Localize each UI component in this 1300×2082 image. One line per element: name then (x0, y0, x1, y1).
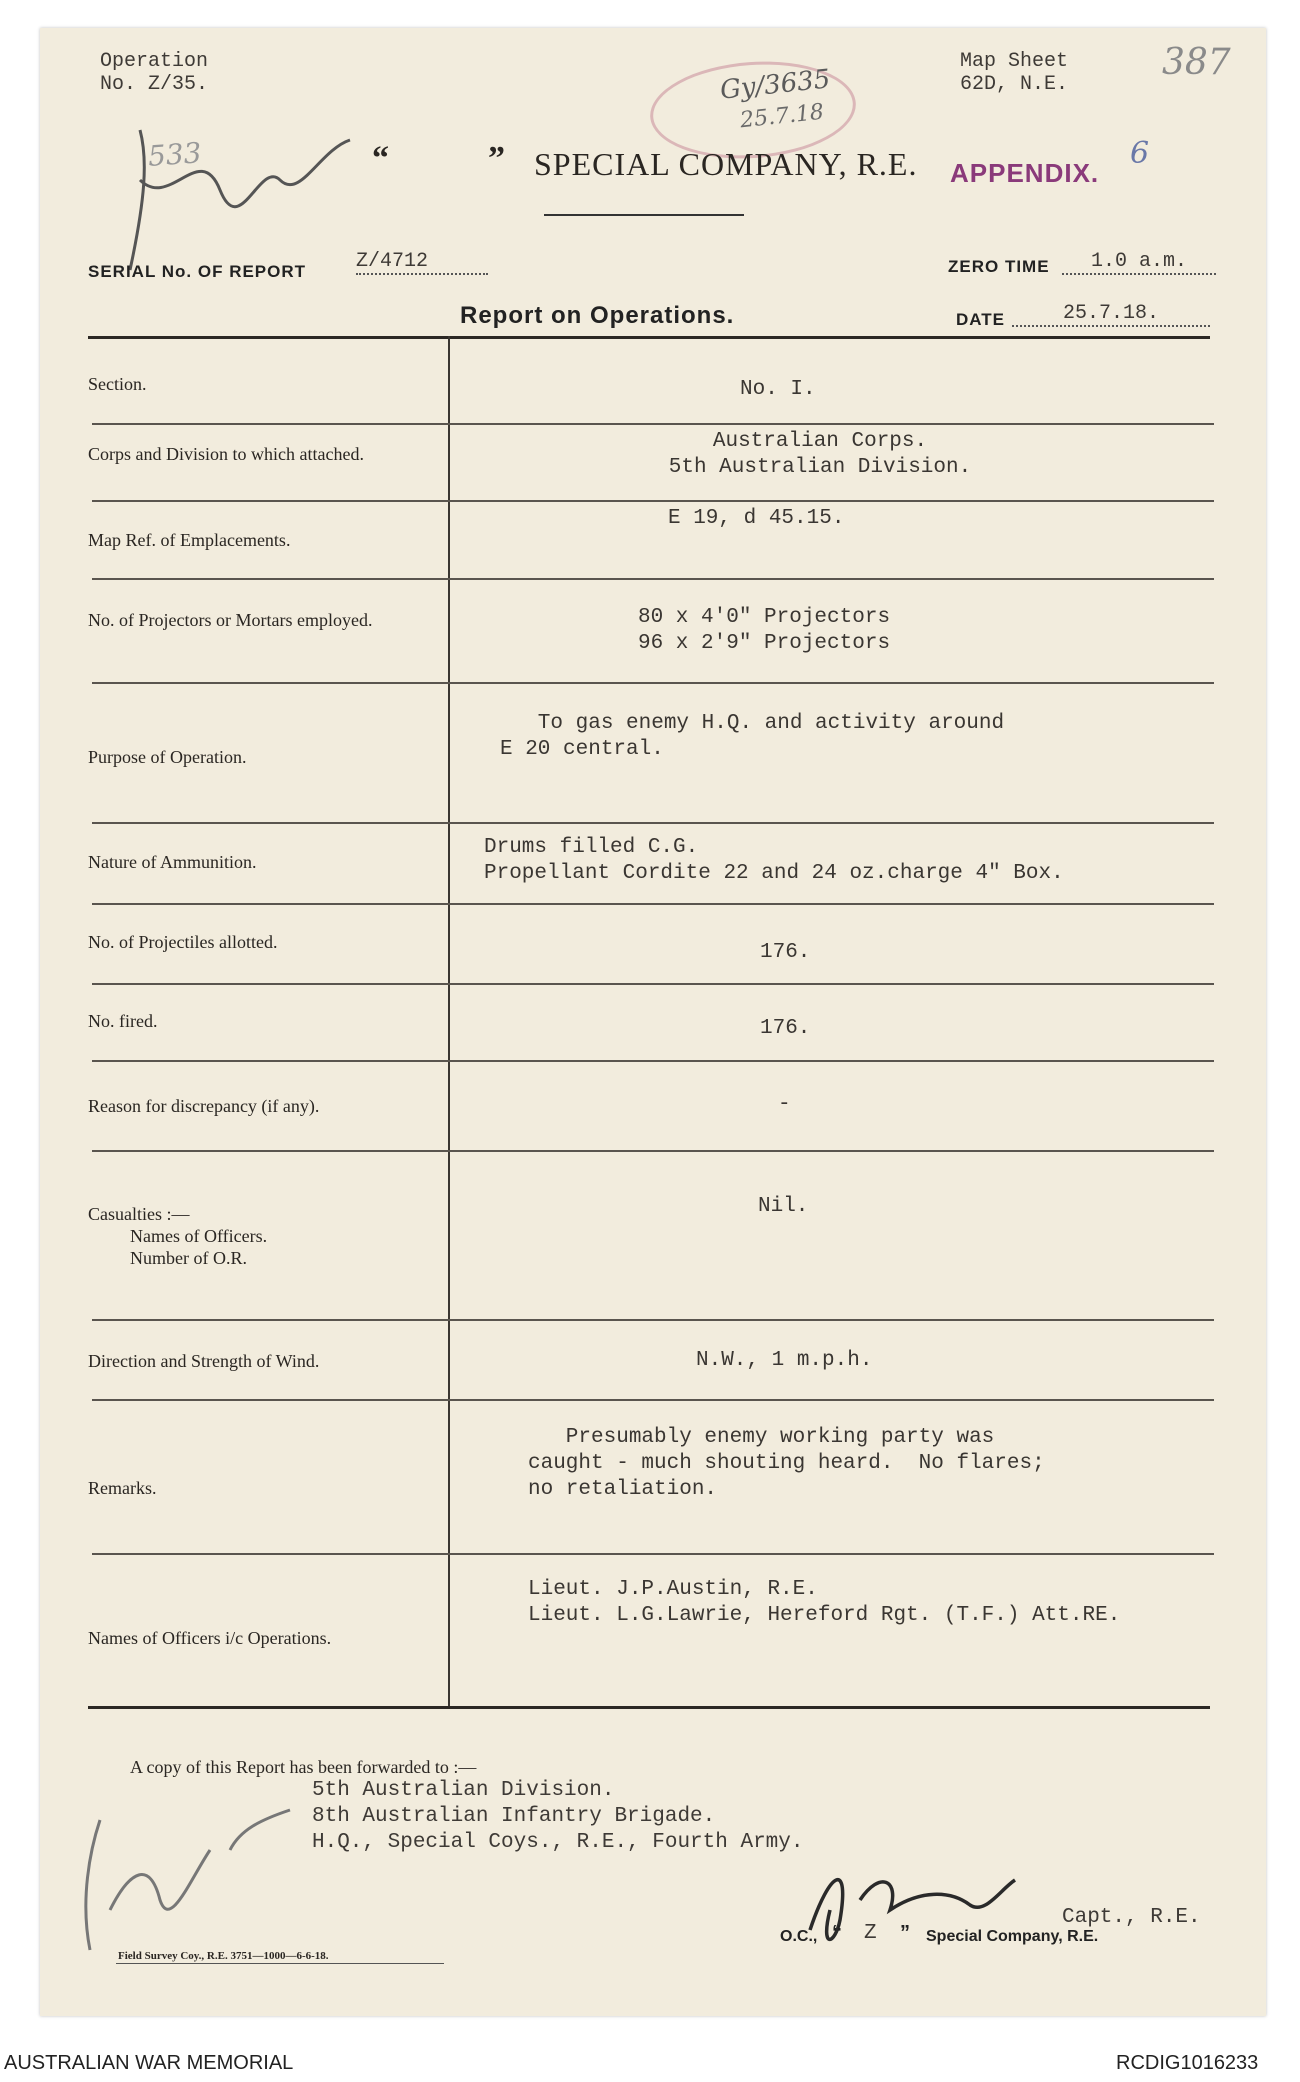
value-corps-division: Australian Corps. 5th Australian Division. (668, 430, 972, 479)
operation-label: Operation (100, 50, 209, 73)
oc-company: Special Company, R.E. (926, 1928, 1099, 1945)
row-rule (92, 903, 1214, 905)
report-title: Report on Operations. (460, 302, 735, 329)
value-ammunition: Drums filled C.G. Propellant Cordite 22 and 24 oz.charge 4" Box. (484, 836, 1064, 885)
officer-rank: Capt., R.E. (1062, 1906, 1201, 1929)
label-casualties (88, 1203, 438, 1269)
label-projectors: No. of Projectors or Mortars employed. (88, 610, 373, 630)
label-wind: Direction and Strength of Wind. (88, 1351, 320, 1371)
signature-scribble (110, 120, 360, 280)
recipient-item: H.Q., Special Coys., R.E., Fourth Army. (312, 1831, 804, 1854)
label-officers: Names of Officers i/c Operations. (88, 1628, 332, 1648)
caption-right: RCDIG1016233 (1116, 2052, 1259, 2074)
recipient-item: 8th Australian Infantry Brigade. (312, 1805, 716, 1828)
value-map-ref: E 19, d 45.15. (668, 507, 845, 530)
value-projectors: 80 x 4'0" Projectors 96 x 2'9" Projectors (638, 606, 891, 655)
casualties-or: Number of O.R. (130, 1248, 247, 1268)
map-sheet-label: Map Sheet (960, 50, 1069, 73)
date-label: DATE (956, 310, 1006, 329)
printer-rule (116, 1963, 444, 1964)
printer-imprint: Field Survey Coy., R.E. 3751—1000—6-6-18. (118, 1950, 329, 1962)
label-ammunition: Nature of Ammunition. (88, 852, 257, 872)
row-rule (92, 1553, 1214, 1555)
value-officers: Lieut. J.P.Austin, R.E. Lieut. L.G.Lawrie, Hereford Rgt. (T.F.) Att.RE. (528, 1578, 1121, 1627)
operation-number (100, 50, 208, 96)
value-section: No. I. (740, 378, 816, 401)
margin-initials-scribble (70, 1790, 330, 1960)
serial-value: Z/4712 (356, 250, 488, 275)
title-underline (544, 214, 744, 216)
caption-bar (0, 2040, 1300, 2082)
table-divider (448, 336, 450, 1708)
oc-quote-close: ” (900, 1922, 910, 1944)
appendix-stamp: APPENDIX. (950, 158, 1100, 188)
value-purpose: To gas enemy H.Q. and activity around E 20 central. (500, 712, 1005, 761)
row-rule (92, 983, 1214, 985)
date-value: 25.7.18. (1012, 302, 1210, 327)
page-number: 387 (1162, 42, 1231, 83)
quote-close: ” (488, 140, 505, 177)
value-wind: N.W., 1 m.p.h. (696, 1349, 873, 1372)
table-top-rule (88, 336, 1210, 339)
label-remarks: Remarks. (88, 1478, 157, 1498)
value-remarks: Presumably enemy working party was caught - much shouting heard. No flares; no retaliation. (528, 1426, 1045, 1501)
zero-time-label: ZERO TIME (948, 257, 1050, 276)
pencil-annotation: 6 (1130, 136, 1150, 171)
row-rule (92, 423, 1214, 425)
row-rule (92, 1150, 1214, 1152)
oc-prefix: O.C., (780, 1928, 818, 1945)
value-discrepancy: - (778, 1093, 791, 1116)
label-discrepancy: Reason for discrepancy (if any). (88, 1096, 320, 1116)
oc-quote-open: “ (832, 1922, 842, 1944)
serial-label: SERIAL No. OF REPORT (88, 262, 307, 281)
row-rule (92, 1399, 1214, 1401)
map-sheet-value: 62D, N.E. (960, 73, 1069, 96)
label-projectiles-allotted: No. of Projectiles allotted. (88, 932, 278, 952)
stamp-date: 25.7.18 (738, 99, 826, 134)
zero-time-value: 1.0 a.m. (1062, 250, 1216, 275)
row-rule (92, 1319, 1214, 1321)
value-casualties: Nil. (758, 1195, 809, 1218)
label-purpose: Purpose of Operation. (88, 747, 247, 767)
label-map-ref: Map Ref. of Emplacements. (88, 530, 291, 550)
casualties-officers: Names of Officers. (130, 1226, 268, 1246)
row-rule (92, 578, 1214, 580)
label-fired: No. fired. (88, 1011, 158, 1031)
recipients-list (312, 1778, 803, 1856)
label-section: Section. (88, 374, 147, 394)
oc-letter: Z (864, 1922, 877, 1945)
margin-number: 533 (146, 136, 203, 173)
recipient-item: 5th Australian Division. (312, 1779, 615, 1802)
label-corps-division: Corps and Division to which attached. (88, 444, 364, 464)
value-projectiles-allotted: 176. (760, 941, 811, 964)
value-fired: 176. (760, 1017, 811, 1040)
copy-forwarded-label: A copy of this Report has been forwarded to :— (130, 1757, 477, 1777)
company-title: SPECIAL COMPANY, R.E. (534, 146, 918, 182)
quote-open: “ (372, 140, 389, 177)
map-sheet (960, 50, 1068, 96)
casualties-heading: Casualties :— (88, 1204, 190, 1224)
table-bottom-rule (88, 1706, 1210, 1709)
row-rule (92, 500, 1214, 502)
row-rule (92, 682, 1214, 684)
row-rule (92, 822, 1214, 824)
caption-left: AUSTRALIAN WAR MEMORIAL (4, 2052, 294, 2074)
row-rule (92, 1060, 1214, 1062)
operation-value: No. Z/35. (100, 73, 209, 96)
stamp-handwriting: Gy/3635 (718, 64, 832, 106)
